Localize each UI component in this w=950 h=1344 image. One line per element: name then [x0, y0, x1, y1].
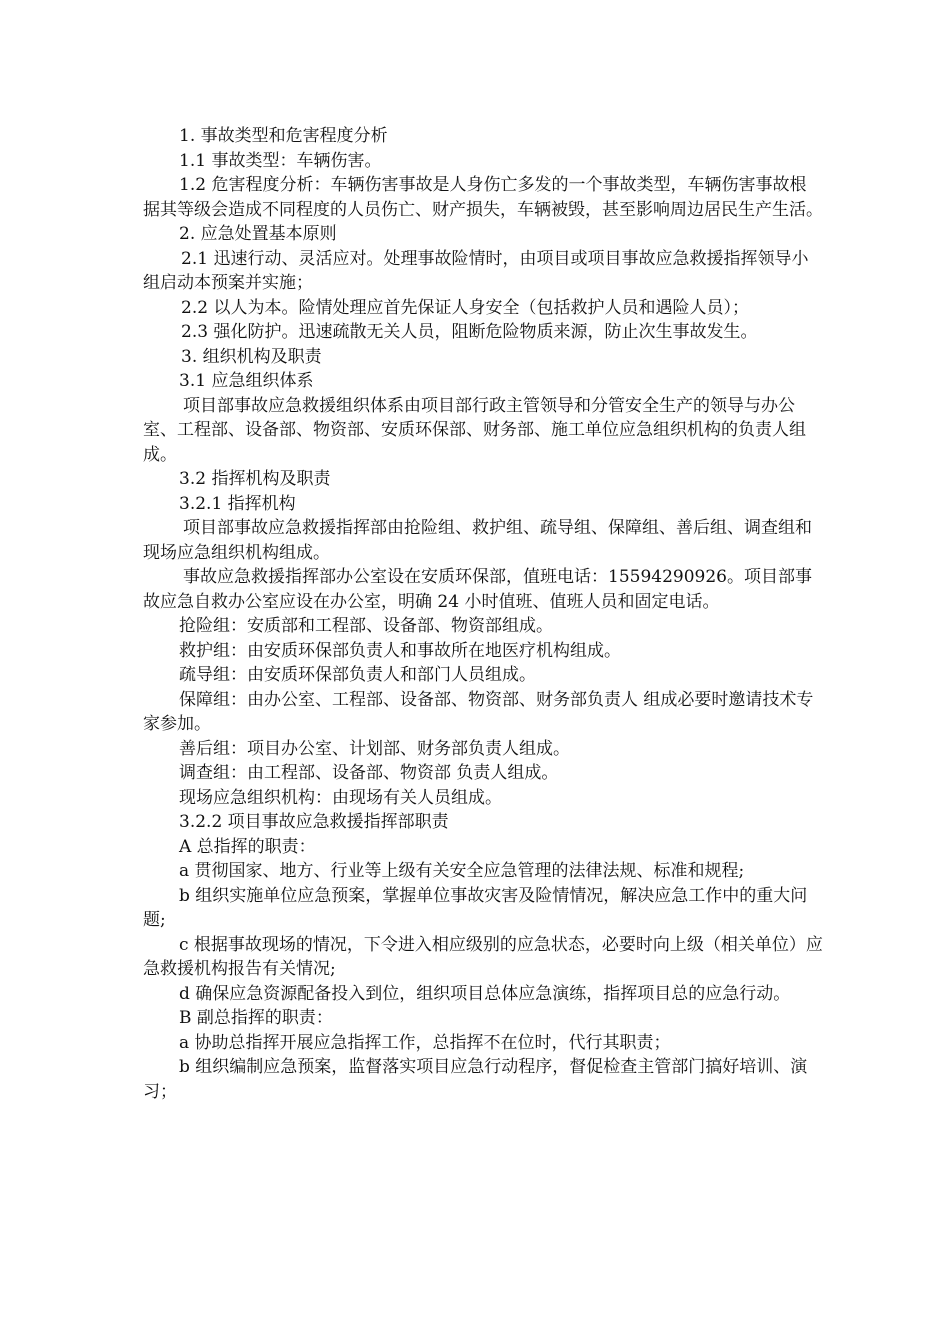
team-item: 抢险组：安质部和工程部、设备部、物资部组成。 — [179, 616, 553, 636]
subheading-command-body: 3.2.1 指挥机构 — [179, 493, 296, 514]
accident-type-item: 1.1 事故类型：车辆伤害。 — [179, 150, 382, 171]
document-body — [143, 124, 823, 1104]
role-heading: B 副总指挥的职责： — [179, 1008, 333, 1028]
duty-item: d 确保应急资源配备投入到位，组织项目总体应急演练，指挥项目总的应急行动。 — [179, 983, 791, 1004]
principle-item: 2.3 强化防护。迅速疏散无关人员，阻断危险物质来源，防止次生事故发生。 — [181, 322, 758, 342]
team-item: 善后组：项目办公室、计划部、财务部负责人组成。 — [179, 738, 570, 759]
hazard-analysis-paragraph: 1.2 危害程度分析：车辆伤害事故是人身伤亡多发的一个事故类型，车辆伤害事故根据其等级会造成不同程度的人员伤亡、财产损失，车辆被毁，甚至影响周边居民生产生活。 — [143, 175, 823, 220]
team-item: 现场应急组织机构：由现场有关人员组成。 — [179, 787, 502, 808]
duty-item: b 组织实施单位应急预案，掌握单位事故灾害及险情情况，解决应急工作中的重大问题; — [143, 885, 808, 930]
heading-organization: 3. 组织机构及职责 — [181, 346, 322, 367]
emergency-system-paragraph: 项目部事故应急救援组织体系由项目部行政主管领导和分管安全生产的领导与办公室、工程部、设备部、物资部、安质环保部、财务部、施工单位应急组织机构的负责人组成。 — [143, 395, 806, 465]
subheading-emergency-system: 3.1 应急组织体系 — [179, 371, 314, 391]
duty-office-paragraph: 事故应急救援指挥部办公室设在安质环保部，值班电话：15594290926。项目部事故应急自救办公室应设在办公室，明确 24 小时值班、值班人员和固定电话。 — [143, 567, 812, 612]
team-item: 疏导组：由安质环保部负责人和部门人员组成。 — [179, 665, 536, 685]
duty-item: a 贯彻国家、地方、行业等上级有关安全应急管理的法律法规、标准和规程; — [179, 861, 745, 881]
duty-item: c 根据事故现场的情况，下令进入相应级别的应急状态，必要时向上级（相关单位）应急救援机构报告有关情况; — [143, 934, 823, 979]
team-item: 救护组：由安质环保部负责人和事故所在地医疗机构组成。 — [179, 640, 621, 661]
role-heading: A 总指挥的职责： — [179, 836, 316, 857]
team-item: 保障组：由办公室、工程部、设备部、物资部、财务部负责人 组成必要时邀请技术专家参加。 — [143, 689, 814, 734]
team-item: 调查组：由工程部、设备部、物资部 负责人组成。 — [179, 763, 559, 783]
heading-accident-types: 1. 事故类型和危害程度分析 — [179, 126, 388, 146]
command-body-paragraph: 项目部事故应急救援指挥部由抢险组、救护组、疏导组、保障组、善后组、调查组和现场应急组织机构组成。 — [143, 518, 812, 563]
subheading-command-duties: 3.2.2 项目事故应急救援指挥部职责 — [179, 812, 449, 832]
duty-item: b 组织编制应急预案，监督落实项目应急行动程序，督促检查主管部门搞好培训、演习； — [143, 1057, 808, 1102]
principle-item: 2.2 以人为本。险情处理应首先保证人身安全（包括救护人员和遇险人员）； — [181, 297, 749, 318]
principle-item: 2.1 迅速行动、灵活应对。处理事故险情时，由项目或项目事故应急救援指挥领导小组启动本预案并实施； — [143, 248, 809, 293]
heading-response-principles: 2. 应急处置基本原则 — [179, 224, 337, 244]
duty-item: a 协助总指挥开展应急指挥工作，总指挥不在位时，代行其职责； — [179, 1032, 671, 1053]
subheading-command: 3.2 指挥机构及职责 — [179, 469, 331, 489]
